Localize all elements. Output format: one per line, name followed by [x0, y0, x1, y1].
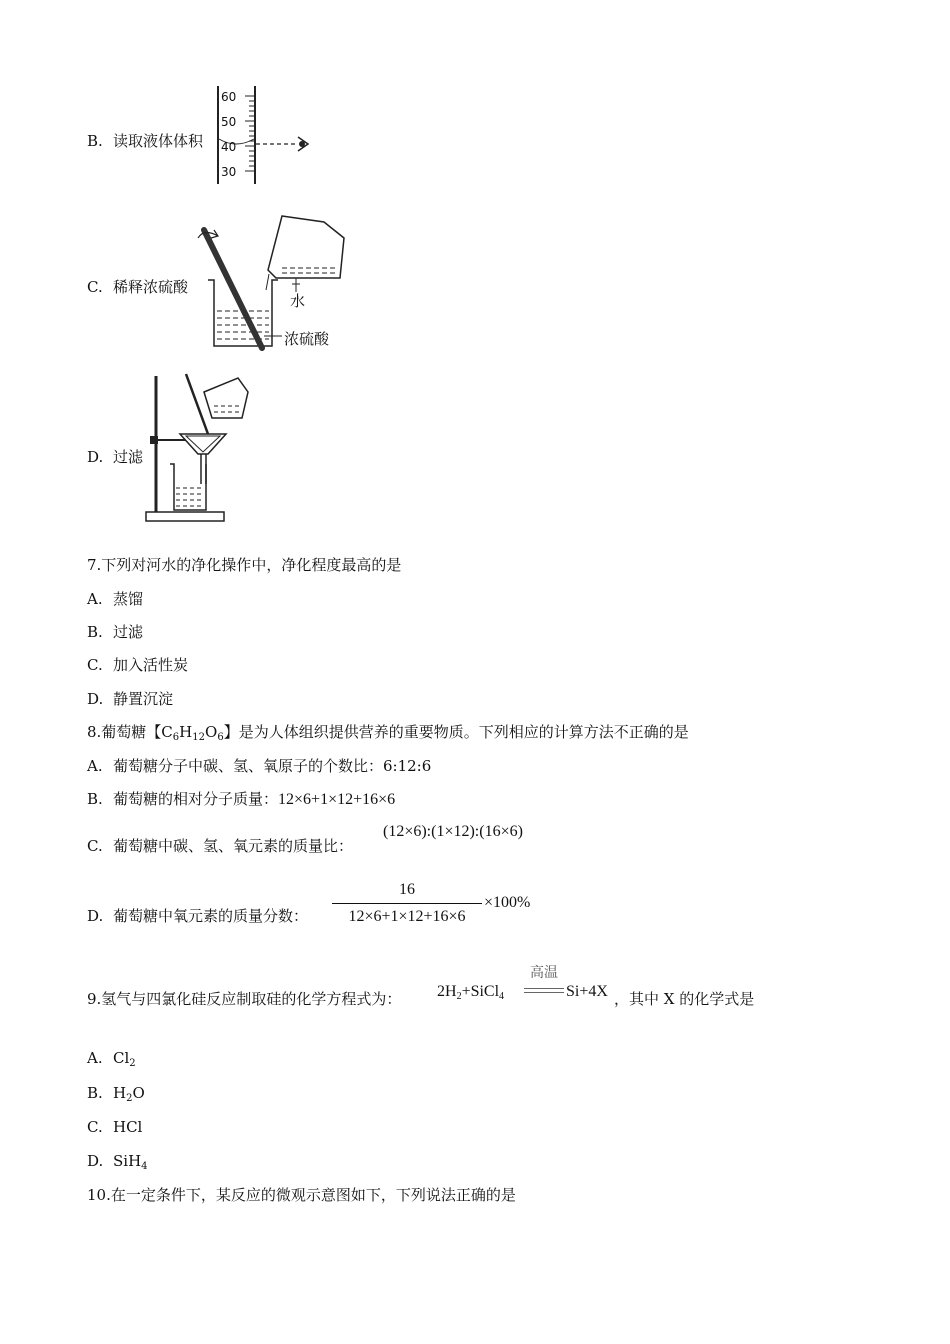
option-label: D. [87, 448, 104, 466]
subscript: 4 [141, 1161, 148, 1172]
fraction-tail: ×100% [484, 894, 531, 911]
equation-text: +SiCl [461, 983, 500, 1000]
q7-stem: 7.下列对河水的净化操作中，净化程度最高的是 [87, 556, 402, 574]
subscript: 12 [192, 732, 205, 743]
q8-option-c [87, 836, 353, 856]
formula: (12×6):(1×12):(16×6) [383, 823, 523, 840]
tick-label: 60 [221, 90, 237, 104]
q8-stem [87, 722, 689, 742]
subscript: 2 [126, 1093, 133, 1104]
subscript: 6 [217, 732, 224, 743]
formula: 12×6+1×12+16×6 [278, 791, 396, 808]
tick-label: 30 [221, 165, 237, 179]
option-label: B. [87, 790, 103, 808]
stem-text: H [179, 723, 193, 741]
stem-text: 】是为人体组织提供营养的重要物质。下列相应的计算方法不正确的是 [223, 723, 689, 741]
option-text: O [132, 1084, 145, 1102]
q8-option-a [87, 756, 431, 776]
option-text: 葡萄糖分子中碳、氢、氧原子的个数比：6:12:6 [113, 757, 432, 775]
tick-label: 50 [221, 115, 237, 129]
option-text: Cl [113, 1049, 130, 1067]
fraction-denominator: 12×6+1×12+16×6 [348, 908, 466, 925]
option-b [87, 131, 203, 151]
option-text: 稀释浓硫酸 [113, 278, 189, 296]
equation-left [437, 982, 504, 1002]
equation-right: Si+4X [566, 983, 608, 1000]
option-label: B. [87, 1084, 103, 1102]
subscript: 2 [129, 1058, 136, 1069]
q9-stem: 9.氢气与四氯化硅反应制取硅的化学方程式为： [87, 990, 402, 1008]
reaction-condition: 高温 [530, 965, 558, 981]
option-label: D. [87, 907, 104, 925]
option-text: SiH [113, 1152, 142, 1170]
q8-option-d [87, 906, 308, 926]
option-c [87, 277, 188, 297]
option-text: H [113, 1084, 127, 1102]
q9-option-a [87, 1048, 136, 1068]
option-label: C. [87, 278, 103, 296]
subscript: 2 [456, 991, 462, 1002]
option-label: D. [87, 1152, 104, 1170]
q8-option-b [87, 789, 395, 810]
option-label: D. [87, 690, 104, 708]
option-text: 过滤 [113, 623, 144, 641]
q10-stem: 10.在一定条件下，某反应的微观示意图如下，下列说法正确的是 [87, 1186, 516, 1204]
option-text: 葡萄糖中氧元素的质量分数： [113, 907, 309, 925]
option-label: C. [87, 656, 103, 674]
q7-option-a [87, 589, 143, 609]
dilution-figure [196, 208, 356, 354]
option-text: 过滤 [113, 448, 144, 466]
water-label: 水 [290, 292, 306, 310]
q9-option-b [87, 1083, 145, 1103]
option-label: B. [87, 132, 103, 150]
fraction-numerator: 16 [399, 881, 415, 898]
option-label: C. [87, 1118, 103, 1136]
eye-icon [298, 137, 308, 151]
option-label: C. [87, 837, 103, 855]
option-text: 加入活性炭 [113, 656, 189, 674]
option-text: 蒸馏 [113, 590, 144, 608]
stem-text: O [205, 723, 218, 741]
option-d [87, 447, 143, 467]
q7-option-d [87, 689, 173, 709]
option-text: 读取液体体积 [113, 132, 204, 150]
subscript: 6 [172, 732, 180, 743]
fraction-bar [332, 903, 482, 904]
option-label: B. [87, 623, 103, 641]
option-label: A. [87, 1049, 103, 1067]
filtration-figure [142, 372, 252, 524]
acid-label: 浓硫酸 [284, 330, 330, 348]
option-text: 葡萄糖的相对分子质量： [113, 790, 279, 808]
equation-text: 2H [437, 983, 457, 1000]
q9-option-d [87, 1151, 148, 1171]
equals-bar-bottom [524, 992, 564, 993]
q9-option-c [87, 1117, 142, 1137]
stem-text: 8.葡萄糖【C [87, 723, 173, 741]
equals-bar-top [524, 988, 564, 989]
option-text: HCl [113, 1118, 143, 1136]
q9-stem-tail: ，其中 X 的化学式是 [614, 990, 755, 1008]
option-label: A. [87, 757, 103, 775]
q7-option-b [87, 622, 143, 642]
graduated-cylinder-figure [210, 84, 320, 188]
option-text: 葡萄糖中碳、氢、氧元素的质量比： [113, 837, 354, 855]
tick-label: 40 [221, 140, 237, 154]
subscript: 4 [499, 991, 505, 1002]
q7-option-c [87, 655, 188, 675]
option-text: 静置沉淀 [113, 690, 174, 708]
option-label: A. [87, 590, 103, 608]
